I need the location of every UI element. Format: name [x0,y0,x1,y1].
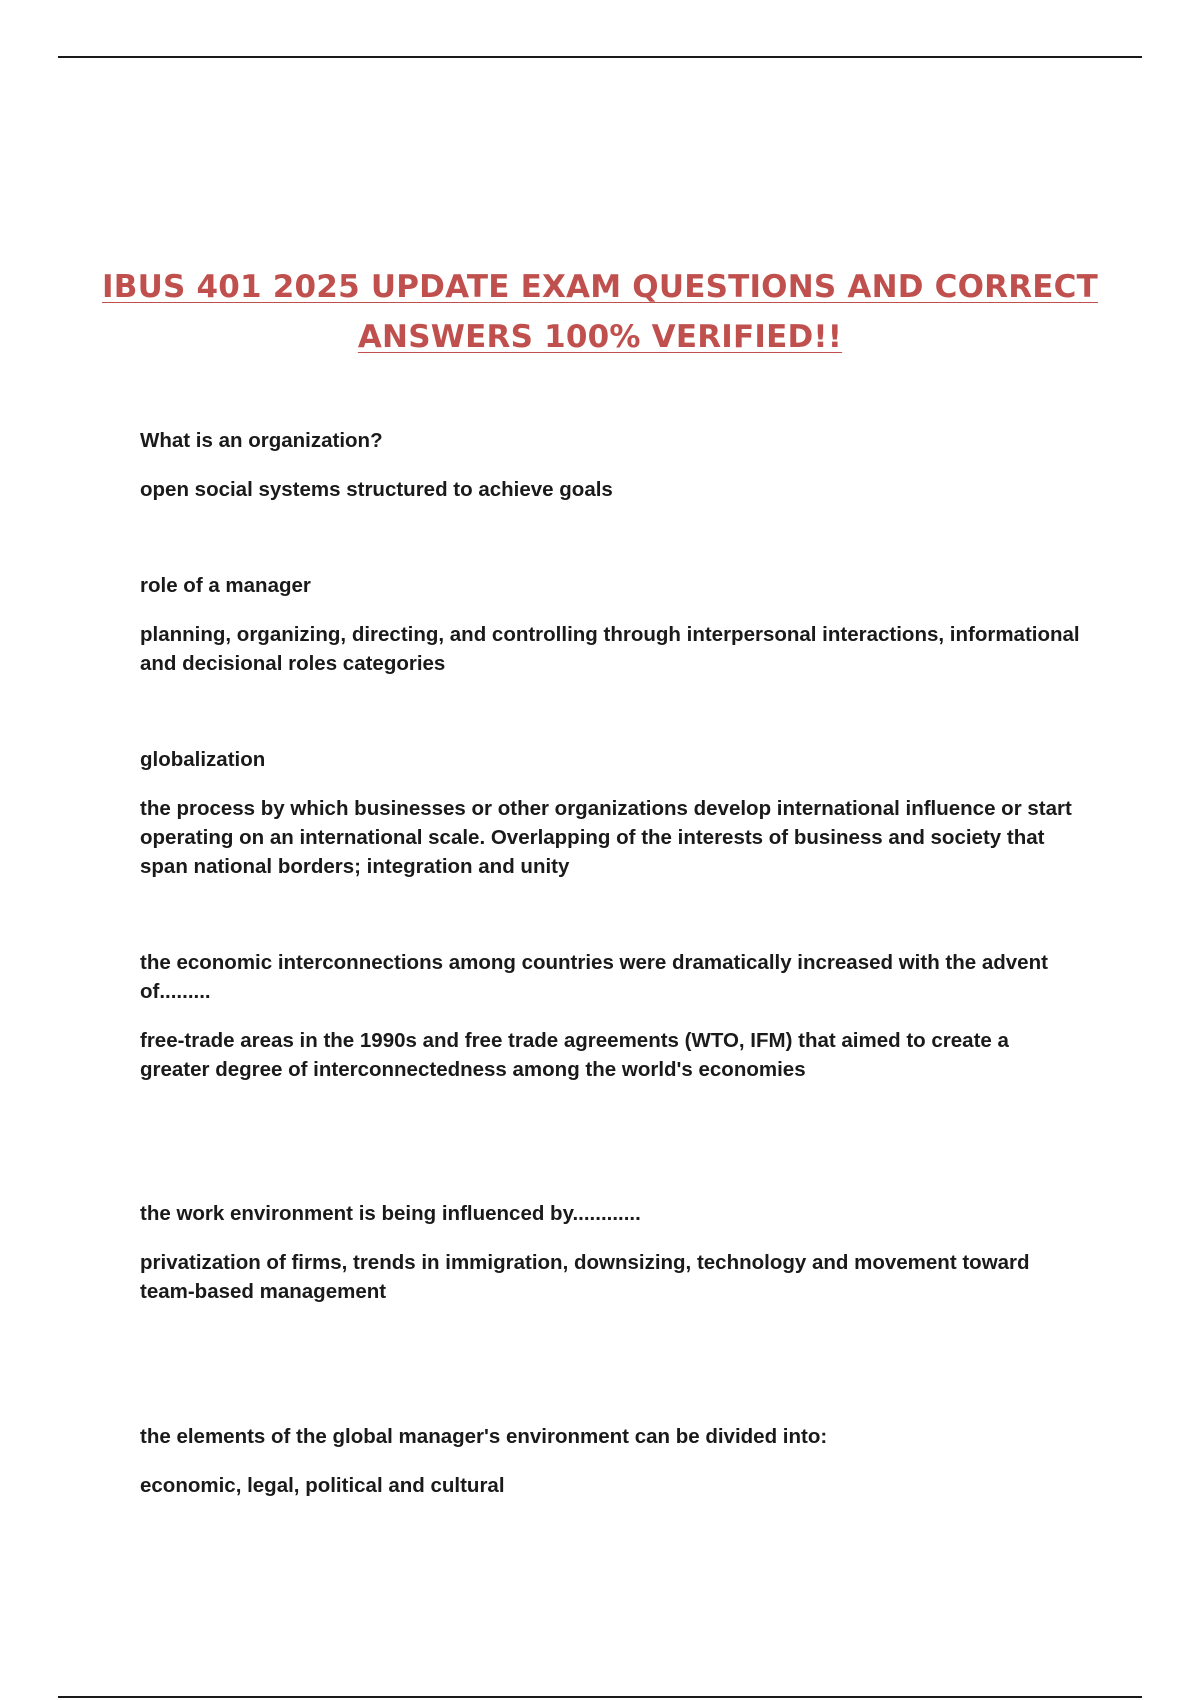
qa-item [140,426,1080,504]
document-title [100,262,1100,362]
answer-text: free-trade areas in the 1990s and free trade agreements (WTO, IFM) that aimed to create a greater degree of interconnectedness among the world's economies [140,1029,1009,1081]
answer-text: open social systems structured to achieve goals [140,478,613,501]
top-divider [58,56,1142,58]
qa-item [140,948,1080,1084]
question-text: globalization [140,748,266,771]
bottom-divider [58,1696,1142,1698]
qa-item [140,745,1080,881]
answer-text: the process by which businesses or other organizations develop international influence or start operating on an international scale. Overlapping of the interests of business and society that span national borders; integration and unity [140,797,1072,878]
answer-text: planning, organizing, directing, and controlling through interpersonal interactions, informational and decisional roles categories [140,623,1080,675]
question-text: What is an organization? [140,429,383,452]
question-text: the work environment is being influenced by............ [140,1202,641,1225]
question-text: role of a manager [140,574,311,597]
qa-item [140,1422,1080,1500]
qa-item [140,571,1080,678]
answer-text: economic, legal, political and cultural [140,1474,505,1497]
question-text: the economic interconnections among countries were dramatically increased with the advent of......... [140,951,1048,1003]
title-line-1: IBUS 401 2025 UPDATE EXAM QUESTIONS AND CORRECT [102,269,1098,305]
title-line-2: ANSWERS 100% VERIFIED!! [357,319,843,355]
qa-item [140,1199,1080,1306]
question-text: the elements of the global manager's environment can be divided into: [140,1425,828,1448]
answer-text: privatization of firms, trends in immigration, downsizing, technology and movement toward team-based management [140,1251,1030,1303]
